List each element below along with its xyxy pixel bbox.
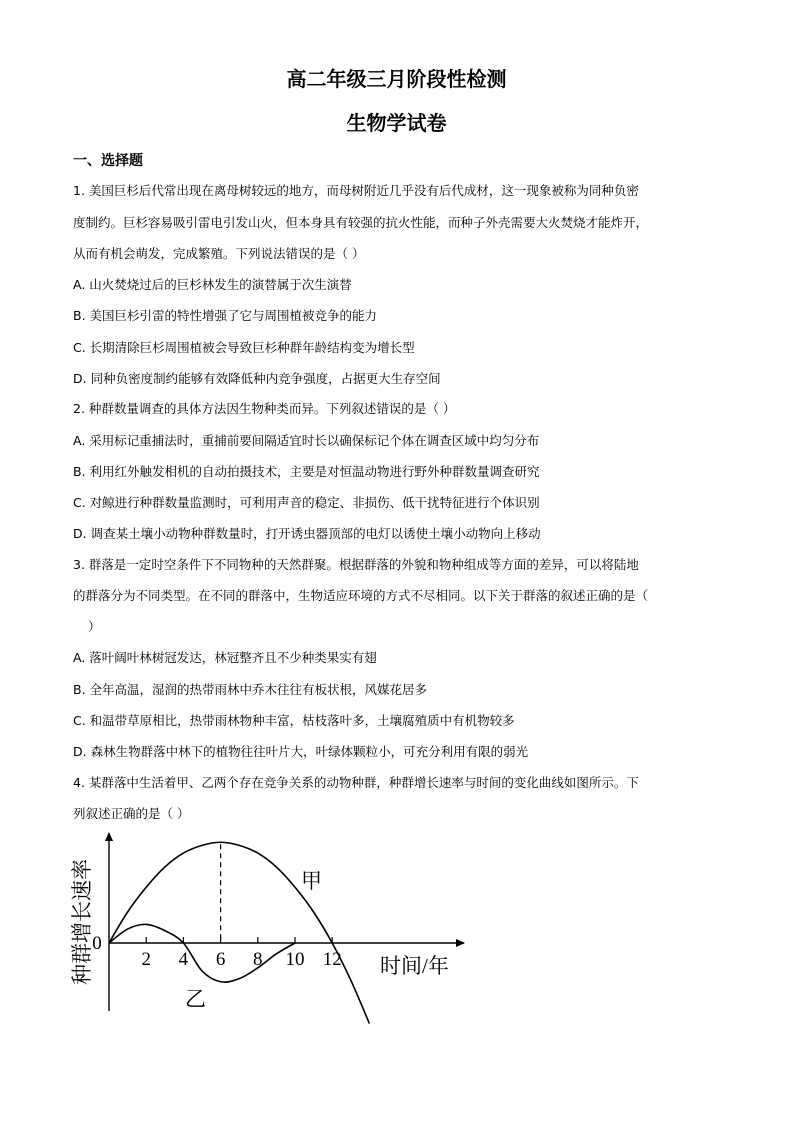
x-axis-label: 时间/年: [380, 954, 449, 978]
question-4-stem-line-1: 4. 某群落中生活着甲、乙两个存在竞争关系的动物种群，种群增长速率与时间的变化曲线如图所示。下: [73, 775, 639, 790]
question-3-option-b: B. 全年高温，湿润的热带雨林中乔木往往有板状根，风媒花居多: [73, 682, 428, 697]
question-2-option-c: C. 对鲸进行种群数量监测时，可利用声音的稳定、非损伤、低干扰特征进行个体识别: [73, 495, 540, 510]
question-1-stem-line-1: 1. 美国巨杉后代常出现在离母树较远的地方，而母树附近几乎没有后代成材，这一现象被称为同种负密: [73, 183, 639, 198]
question-2-option-d: D. 调查某土壤小动物种群数量时，打开诱虫器顶部的电灯以诱使土壤小动物向上移动: [73, 526, 541, 541]
question-2-stem-line-1: 2. 种群数量调查的具体方法因生物种类而异。下列叙述错误的是（ ）: [73, 401, 456, 416]
series-curve-yi: [109, 924, 295, 982]
question-3-option-a: A. 落叶阔叶林树冠发达，林冠整齐且不少种类果实有翅: [73, 650, 377, 665]
question-3-option-c: C. 和温带草原相比，热带雨林物种丰富，枯枝落叶多，土壤腐殖质中有机物较多: [73, 713, 515, 728]
series-curve-jia: [109, 842, 369, 1023]
origin-label: 0: [92, 933, 102, 954]
x-tick-label-4: 4: [178, 949, 189, 970]
question-1-option-b: B. 美国巨杉引雷的特性增强了它与周围植被竞争的能力: [73, 308, 378, 323]
growth-rate-chart: [60, 825, 480, 1025]
question-1-stem-line-3: 从而有机会萌发，完成繁殖。下列说法错误的是（ ）: [73, 246, 365, 261]
x-tick-label-6: 6: [215, 949, 226, 970]
question-4-stem-line-2: 列叙述正确的是（ ）: [73, 806, 190, 821]
y-axis-label: 种群增长速率: [70, 859, 94, 985]
question-1-stem-line-2: 度制约。巨杉容易吸引雷电引发山火，但本身具有较强的抗火性能，而种子外壳需要大火焚烧才能炸开，: [73, 215, 649, 230]
x-tick-label-2: 2: [141, 949, 151, 970]
question-1-option-c: C. 长期清除巨杉周围植被会导致巨杉种群年龄结构变为增长型: [73, 340, 415, 355]
question-3-stem-line-3: ）: [88, 619, 101, 634]
question-1-option-d: D. 同种负密度制约能够有效降低种内竞争强度，占据更大生存空间: [73, 371, 441, 386]
x-tick-label-8: 8: [253, 949, 263, 970]
question-3-stem-line-1: 3. 群落是一定时空条件下不同物种的天然群聚。根据群落的外貌和物种组成等方面的差异，可以将陆地: [73, 557, 639, 572]
question-3-option-d: D. 森林生物群落中林下的植物往往叶片大，叶绿体颗粒小，可充分利用有限的弱光: [73, 744, 529, 759]
question-1-option-a: A. 山火焚烧过后的巨杉林发生的演替属于次生演替: [73, 277, 352, 292]
page-subtitle: 生物学试卷: [346, 111, 447, 135]
page-title: 高二年级三月阶段性检测: [286, 67, 507, 91]
series-label-yi: 乙: [185, 987, 206, 1011]
series-label-jia: 甲: [301, 869, 322, 893]
section-title: 一、选择题: [73, 153, 143, 169]
x-tick-label-10: 10: [285, 949, 305, 970]
question-2-option-a: A. 采用标记重捕法时，重捕前要间隔适宜时长以确保标记个体在调查区域中均匀分布: [73, 433, 540, 448]
question-2-option-b: B. 利用红外触发相机的自动拍摄技术，主要是对恒温动物进行野外种群数量调查研究: [73, 464, 540, 479]
question-3-stem-line-2: 的群落分为不同类型。在不同的群落中，生物适应环境的方式不尽相同。以下关于群落的叙述正确的是（: [73, 588, 649, 603]
x-tick-label-12: 12: [322, 949, 342, 970]
